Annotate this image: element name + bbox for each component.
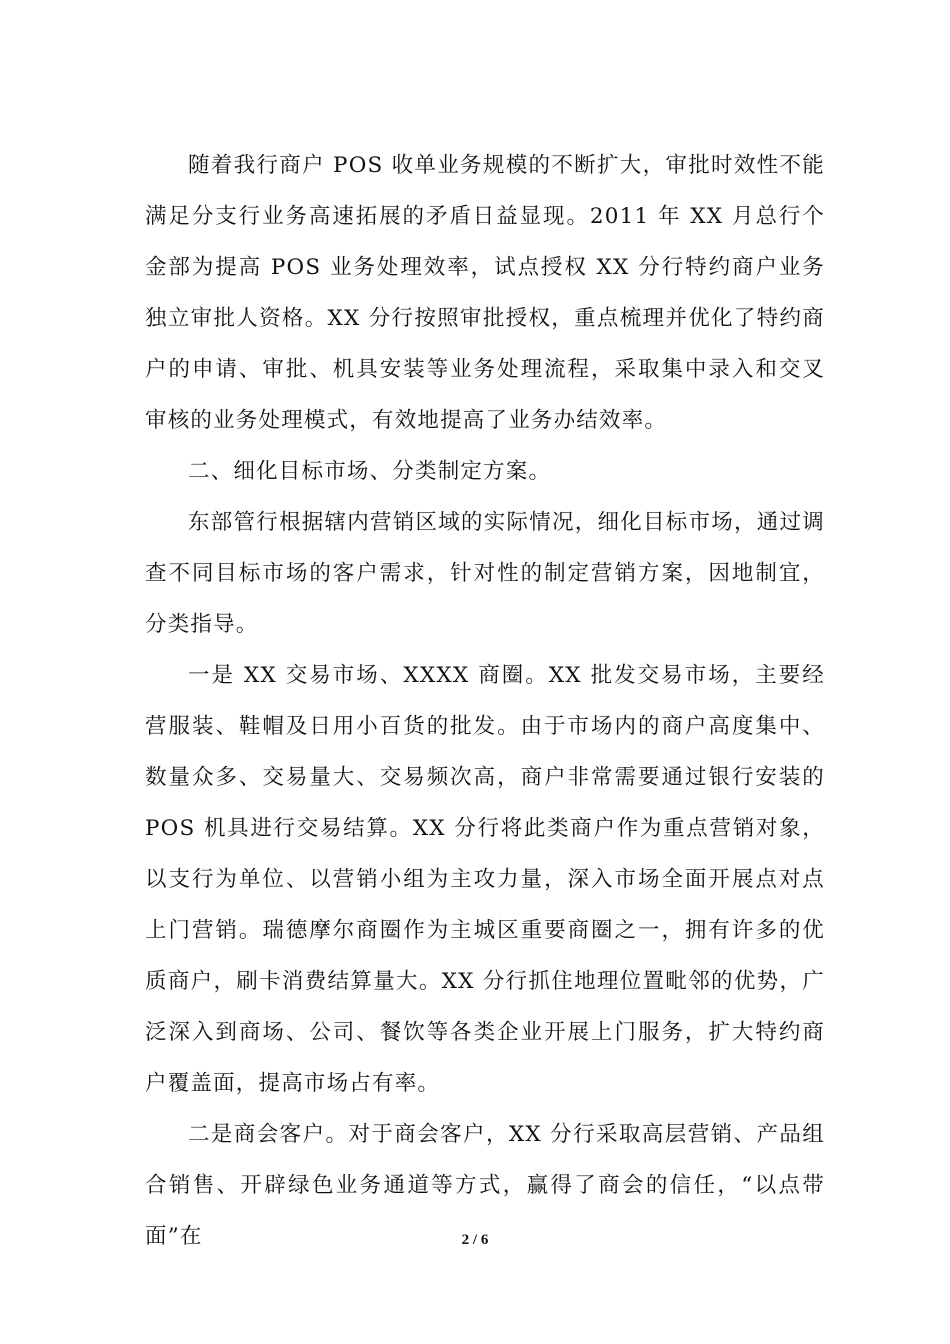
page-number: 2 / 6 xyxy=(461,1232,489,1248)
document-body xyxy=(145,140,825,1262)
paragraph-pos-approval: 随着我行商户 POS 收单业务规模的不断扩大，审批时效性不能满足分支行业务高速拓展的矛盾日益显现。2011 年 XX 月总行个金部为提高 POS 业务处理效率，试点授权 XX 分行特约商户业务独立审批人资格。XX 分行按照审批授权，重点梳理并优化了特约商户的申请、审批、机具安装等业务处理流程，采取集中录入和交叉审核的业务处理模式，有效地提高了业务办结效率。 xyxy=(145,153,825,433)
paragraph-trading-market: 一是 XX 交易市场、XXXX 商圈。XX 批发交易市场，主要经营服装、鞋帽及日用小百货的批发。由于市场内的商户高度集中、数量众多、交易量大、交易频次高，商户非常需要通过银行安装的 POS 机具进行交易结算。XX 分行将此类商户作为重点营销对象，以支行为单位、以营销小组为主攻力量，深入市场全面开展点对点上门营销。瑞德摩尔商圈作为主城区重要商圈之一，拥有许多的优质商户，刷卡消费结算量大。XX 分行抓住地理位置毗邻的优势，广泛深入到商场、公司、餐饮等各类企业开展上门服务，扩大特约商户覆盖面，提高市场占有率。 xyxy=(145,663,825,1096)
paragraph-target-market: 东部管行根据辖内营销区域的实际情况，细化目标市场，通过调查不同目标市场的客户需求，针对性的制定营销方案，因地制宜，分类指导。 xyxy=(145,510,825,637)
section-heading: 二、细化目标市场、分类制定方案。 xyxy=(188,459,552,484)
paragraph-chamber-clients: 二是商会客户。对于商会客户，XX 分行采取高层营销、产品组合销售、开辟绿色业务通道等方式，赢得了商会的信任，“以点带面”在 xyxy=(145,1122,825,1249)
